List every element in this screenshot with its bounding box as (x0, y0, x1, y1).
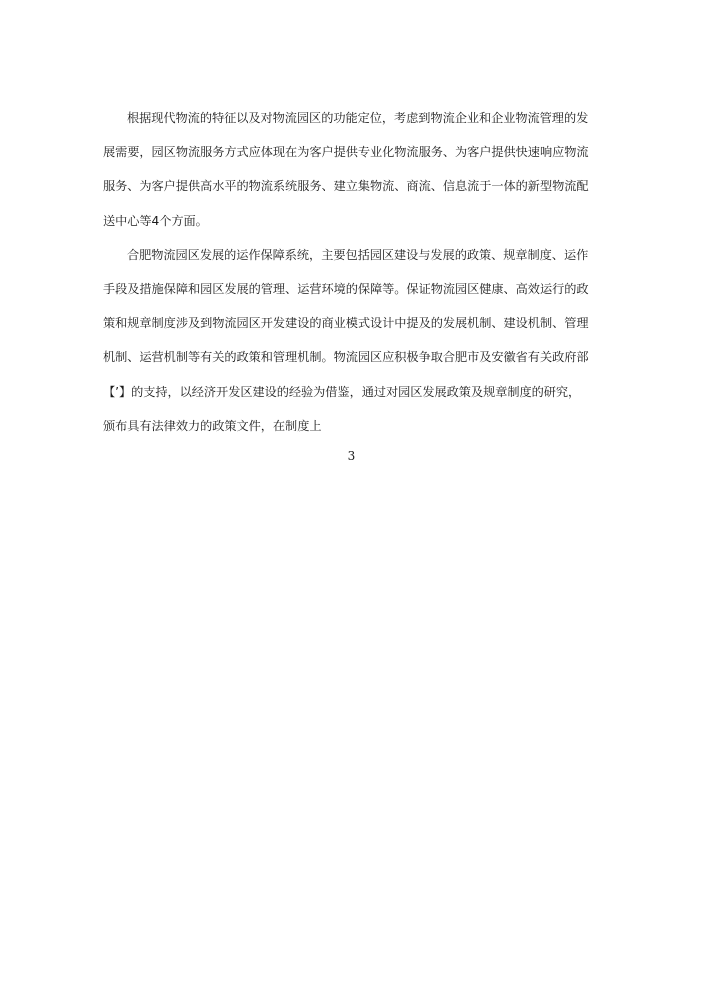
text-line: 送中心等4个方面。 (103, 213, 208, 228)
paragraph-operation-guarantee (103, 238, 600, 443)
text-line: 【’】的支持，以经济开发区建设的经验为借鉴，通过对园区发展政策及规章制度的研究， (103, 384, 581, 399)
text-line: 合肥物流园区发展的运作保障系统，主要包括园区建设与发展的政策、规章制度、运作 (127, 247, 589, 262)
text-line: 根据现代物流的特征以及对物流园区的功能定位，考虑到物流企业和企业物流管理的发 (127, 111, 589, 125)
text-line: 服务、为客户提供高水平的物流系统服务、建立集物流、商流、信息流于一体的新型物流配 (103, 179, 589, 194)
text-line: 策和规章制度涉及到物流园区开发建设的商业模式设计中提及的发展机制、建设机制、管理 (103, 316, 589, 331)
text-line: 展需要，园区物流服务方式应体现在为客户提供专业化物流服务、为客户提供快速响应物流 (103, 145, 589, 160)
text-line: 颁布具有法律效力的政策文件，在制度上 (103, 418, 322, 433)
page-number: 3 (347, 449, 356, 463)
paragraph-service-modes (103, 101, 600, 238)
text-line: 机制、运营机制等有关的政策和管理机制。物流园区应积极争取合肥市及安徽省有关政府部 (103, 350, 589, 365)
text-line: 手段及措施保障和园区发展的管理、运营环境的保障等。保证物流园区健康、高效运行的政 (103, 281, 589, 296)
document-body (103, 101, 600, 443)
